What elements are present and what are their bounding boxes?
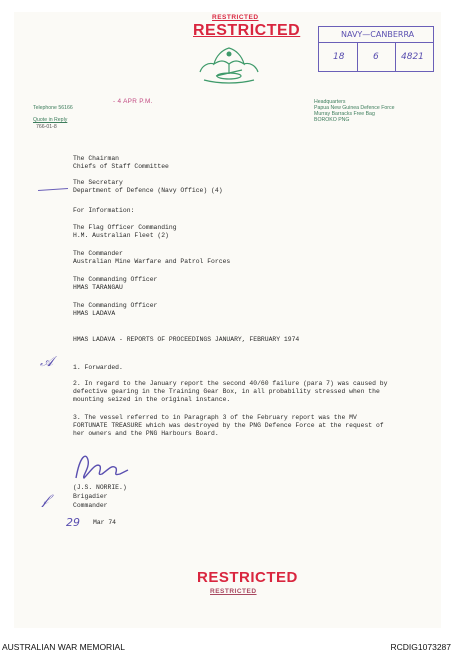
hq-line-3: Murray Barracks Free Bag [314,111,375,117]
addressee-1-line-2: Chiefs of Staff Committee [73,163,169,170]
registry-cell-2: 6 [373,52,379,62]
signature-scribble [72,450,132,484]
info-addressee-4-line-1: The Commanding Officer [73,302,158,309]
quote-in-reply: Quote in Reply [33,117,68,123]
date-month-year: Mar 74 [93,519,117,526]
addressee-2-line-2: Department of Defence (Navy Office) (4) [73,187,223,194]
classification-top-small: RESTRICTED [212,14,259,21]
paragraph-3: 3. The vessel referred to in Paragraph 3 of the February report was the MV FORTUNATE TREASURE which was destroyed by the PNG Defence Force at the request of her owners and the PNG Harbours Board. [73,414,384,437]
hq-line-2: Papua New Guinea Defence Force [314,105,395,111]
addressee-2-line-1: The Secretary [73,179,123,186]
telephone-line: Telephone 56166 [33,105,73,111]
received-date-stamp: - 4 APR P.M. [113,98,153,105]
png-emblem-icon [194,40,264,86]
margin-initials: 𝒜 [40,354,54,370]
info-addressee-3-line-2: HMAS TARANGAU [73,284,123,291]
subject-line: HMAS LADAVA - REPORTS OF PROCEEDINGS JANUARY, FEBRUARY 1974 [73,336,300,343]
footer-left: AUSTRALIAN WAR MEMORIAL [2,642,125,652]
paragraph-1: 1. Forwarded. [73,364,123,371]
registry-stamp [318,26,434,72]
info-addressee-1-line-1: The Flag Officer Commanding [73,224,177,231]
signatory-rank: Brigadier [73,493,108,500]
info-addressee-3-line-1: The Commanding Officer [73,276,158,283]
signatory-title: Commander [73,502,108,509]
classification-bottom-large: RESTRICTED [197,569,298,586]
registry-cell-3: 4821 [401,52,424,62]
hq-line-1: Headquarters [314,99,346,105]
hq-line-4: BOROKO PNG [314,117,350,123]
info-addressee-1-line-2: H.M. Australian Fleet (2) [73,232,169,239]
registry-title: NAVY—CANBERRA [341,30,415,39]
classification-top-large: RESTRICTED [193,22,301,39]
info-addressee-2-line-2: Australian Mine Warfare and Patrol Forces [73,258,231,265]
info-addressee-2-line-1: The Commander [73,250,123,257]
signatory-name: (J.S. NORRIE.) [73,484,127,491]
for-information-label: For Information: [73,207,135,214]
info-addressee-4-line-2: HMAS LADAVA [73,310,116,317]
classification-bottom-small: RESTRICTED [210,588,257,595]
registry-cell-1: 18 [333,52,345,62]
margin-pen-mark: 𝒻 [42,492,49,508]
paragraph-2: 2. In regard to the January report the second 40/60 failure (para 7) was caused by defective gearing in the Training Gear Box, in all probability stressed when the mounting seized in the original instance. [73,380,388,403]
reference-number: 766-01-8 [36,124,57,130]
addressee-1-line-1: The Chairman [73,155,120,162]
date-day-handwritten: 29 [66,516,80,529]
footer-right: RCDIG1073287 [390,642,451,652]
